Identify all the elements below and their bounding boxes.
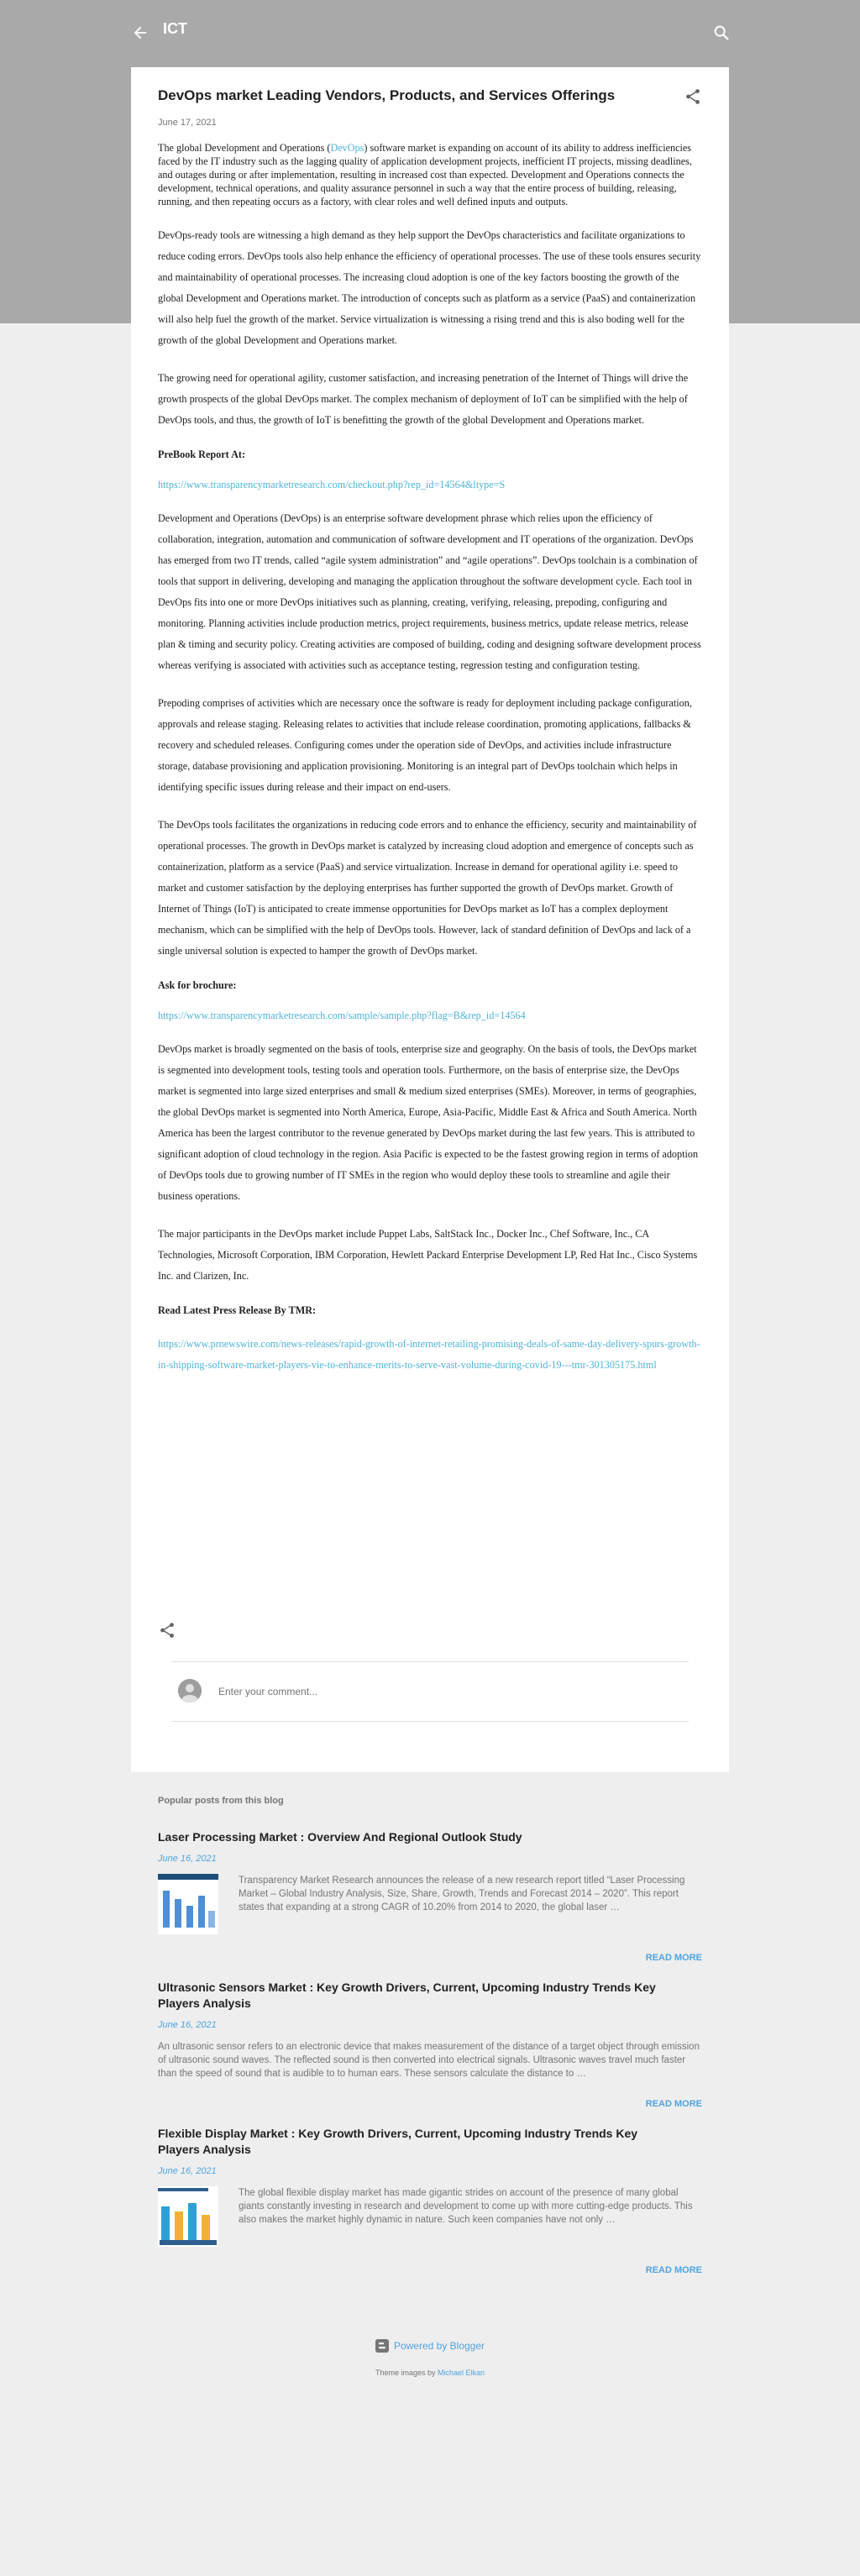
post-thumbnail[interactable] bbox=[158, 2186, 218, 2247]
devops-link[interactable]: DevOps bbox=[330, 142, 364, 154]
paragraph: DevOps-ready tools are witnessing a high demand as they help support the DevOps characteristics and facilitate organizations to reduce coding errors. DevOps tools also help enhance the efficiency of operational processes. The use of these tools ensures security and maintainability of operational processes. The increasing cloud adoption is one of the key factors boosting the growth of the global Development and Operations market. The introduction of concepts such as platform as a service (PaaS) and containerization will also help fuel the growth of the market. Service virtualization is witnessing a rising trend and this is also boding well for the growth of the global Development and Operations market. bbox=[158, 229, 701, 346]
popular-post-title[interactable]: Laser Processing Market : Overview And Regional Outlook Study bbox=[158, 1830, 522, 1844]
app-header bbox=[0, 0, 860, 67]
prebook-link[interactable]: https://www.transparencymarketresearch.com/checkout.php?rep_id=14564&ltype=S bbox=[158, 479, 506, 491]
search-icon[interactable] bbox=[712, 24, 731, 42]
paragraph-intro: The global Development and Operations (DevOps) software market is expanding on account of its ability to address inefficiencies faced by the IT industry such as the lagging quality of application development projects, inefficient IT projects, missing deadlines, and outages during or after implementation, resulting in increased cost than expected. Development and Operations connects the development, technical operations, and quality assurance personnel in such a way that the entire process of building, releasing, running, and then repeating occurs as a factory, with clear roles and well defined inputs and outputs. bbox=[158, 142, 692, 207]
comment-box bbox=[171, 1661, 689, 1722]
read-more-link[interactable]: READ MORE bbox=[645, 2099, 702, 2109]
theme-credit: Theme images by Michael Elkan bbox=[375, 2369, 485, 2377]
paragraph: The major participants in the DevOps market include Puppet Labs, SaltStack Inc., Docker Inc., Chef Software, Inc., CA Technologies, Microsoft Corporation, IBM Corporation, Hewlett Packard Enterprise Development LP, Red Hat Inc., Cisco Systems Inc. and Clarizen, Inc. bbox=[158, 1228, 698, 1282]
paragraph: The DevOps tools facilitates the organizations in reducing code errors and to enhance the efficiency, security and maintainability of operational processes. The growth in DevOps market is catalyzed by increasing cloud adoption and emergence of concepts such as containerization, platform as a service (PaaS) and service virtualization. Increase in demand for operational agility i.e. speed to market and customer satisfaction by the deploying enterprises has further supported the growth of DevOps market. Growth of Internet of Things (IoT) is anticipated to create immense opportunities for DevOps market as IoT has a complex deployment mechanism, which can be simplified with the help of DevOps tools. However, lack of standard definition of DevOps and lack of a single universal solution is expected to hamper the growth of DevOps market. bbox=[158, 819, 697, 957]
paragraph: The growing need for operational agility, customer satisfaction, and increasing penetration of the Internet of Things will drive the growth prospects of the global DevOps market. The complex mechanism of deployment of IoT can be simplified with the help of DevOps tools, and thus, the growth of IoT is benefitting the growth of the global Development and Operations market. bbox=[158, 372, 689, 426]
post-body bbox=[158, 141, 702, 1376]
popular-post-date[interactable]: June 16, 2021 bbox=[158, 2166, 217, 2176]
chart-thumbnail-icon bbox=[158, 1874, 218, 1934]
paragraph: Development and Operations (DevOps) is an enterprise software development phrase which relies upon the efficiency of collaboration, integration, automation and communication of software development and IT operations of the organization. DevOps has emerged from two IT trends, called “agile system administration” and “agile operations”. DevOps toolchain is a combination of tools that support in delivering, developing and managing the application throughout the software development cycle. Each tool in DevOps fits into one or more DevOps initiatives such as planning, creating, verifying, releasing, prepoding, configuring and monitoring. Planning activities include production metrics, project requirements, business metrics, update release metrics, release plan & timing and security policy. Creating activities are composed of building, coding and designing software development process whereas verifying is associated with activities such as acceptance testing, regression testing and configuration testing. bbox=[158, 512, 701, 671]
post-title: DevOps market Leading Vendors, Products, and Services Offerings bbox=[158, 87, 616, 103]
paragraph: DevOps market is broadly segmented on the basis of tools, enterprise size and geography. On the basis of tools, the DevOps market is segmented into development tools, testing tools and operation tools. Furthermore, on the basis of enterprise size, the DevOps market is segmented into large sized enterprises and small & medium sized enterprises (SMEs). Moreover, in terms of geographies, the global DevOps market is segmented into North America, Europe, Asia-Pacific, Middle East & Africa and South America. North America has been the largest contributor to the revenue generated by DevOps market during the last few years. This is attributed to significant adoption of cloud technology in the region. Asia Pacific is expected to be the fastest growing region in terms of adoption of DevOps tools due to growing number of IT SMEs in the region who would deploy these tools to streamline and agile their business operations. bbox=[158, 1043, 699, 1202]
avatar bbox=[178, 1679, 202, 1702]
popular-post bbox=[158, 1829, 702, 1963]
press-heading: Read Latest Press Release By TMR: bbox=[158, 1304, 317, 1316]
brochure-heading: Ask for brochure: bbox=[158, 979, 237, 991]
popular-heading: Popular posts from this blog bbox=[158, 1796, 284, 1806]
popular-post-title[interactable]: Ultrasonic Sensors Market : Key Growth Drivers, Current, Upcoming Industry Trends Key Players Analysis bbox=[158, 1981, 656, 2010]
post-thumbnail[interactable] bbox=[158, 1874, 218, 1934]
read-more-link[interactable]: READ MORE bbox=[645, 1953, 702, 1963]
comment-input[interactable] bbox=[218, 1684, 672, 1699]
read-more-link[interactable]: READ MORE bbox=[645, 2265, 702, 2275]
post-card bbox=[131, 67, 729, 1772]
popular-post bbox=[158, 2126, 702, 2275]
popular-post-snippet: Transparency Market Research announces the release of a new research report titled “Laser Processing Market – Global Industry Analysis, Size, Share, Growth, Trends and Forecast 2014 – 2020”. This report states that expanding at a strong CAGR of 10.20% from 2014 to 2020, the global laser … bbox=[239, 1876, 685, 1912]
chart-thumbnail-icon bbox=[158, 2186, 218, 2247]
popular-post-date[interactable]: June 16, 2021 bbox=[158, 2020, 217, 2030]
popular-post-title[interactable]: Flexible Display Market : Key Growth Drivers, Current, Upcoming Industry Trends Key Players Analysis bbox=[158, 2127, 638, 2156]
footer bbox=[0, 2339, 860, 2377]
popular-post-snippet: The global flexible display market has made gigantic strides on account of the presence of many global giants constantly investing in research and development to come up with more cutting-edge products. This also makes the market highly dynamic in nature. Such keen companies have not only … bbox=[239, 2188, 693, 2225]
arrow-back-icon[interactable] bbox=[131, 24, 149, 42]
powered-by-label: Powered by Blogger bbox=[393, 2340, 485, 2352]
share-icon[interactable] bbox=[158, 1621, 176, 1640]
prebook-heading: PreBook Report At: bbox=[158, 449, 246, 460]
theme-author-link[interactable]: Michael Elkan bbox=[438, 2369, 485, 2377]
blogger-icon bbox=[375, 2339, 389, 2353]
popular-post-snippet: An ultrasonic sensor refers to an electronic device that makes measurement of the distance of a target object through emission of ultrasonic sound waves. The reflected sound is then converted into electrical signals. Ultrasonic waves travel much faster than the speed of sound that is audible to to human ears. These sensors calculate the distance to … bbox=[158, 2042, 700, 2079]
popular-post bbox=[158, 1980, 702, 2109]
press-release-link[interactable]: https://www.prnewswire.com/news-releases/rapid-growth-of-internet-retailing-promising-deals-of-same-day-delivery-spurs-growth-in-shipping-software-market-players-vie-to-enhance-merits-to-serve-vast-volume-during-covid-19---tmr-301305175.html bbox=[158, 1338, 700, 1371]
brochure-link[interactable]: https://www.transparencymarketresearch.com/sample/sample.php?flag=B&rep_id=14564 bbox=[158, 1010, 526, 1021]
blog-title[interactable]: ICT bbox=[163, 20, 187, 37]
popular-post-date[interactable]: June 16, 2021 bbox=[158, 1854, 217, 1864]
post-date: June 17, 2021 bbox=[158, 118, 217, 128]
user-icon bbox=[178, 1679, 202, 1702]
powered-by-blogger-link[interactable] bbox=[375, 2339, 485, 2353]
popular-posts bbox=[158, 1796, 702, 2275]
paragraph: Prepoding comprises of activities which are necessary once the software is ready for deployment including package configuration, approvals and release staging. Releasing relates to activities that include release coordination, promoting applications, fallbacks & recovery and scheduled releases. Configuring comes under the operation side of DevOps, and activities include infrastructure storage, database provisioning and application provisioning. Monitoring is an integral part of DevOps toolchain which helps in identifying specific issues during release and their impact on end-users. bbox=[158, 697, 692, 793]
